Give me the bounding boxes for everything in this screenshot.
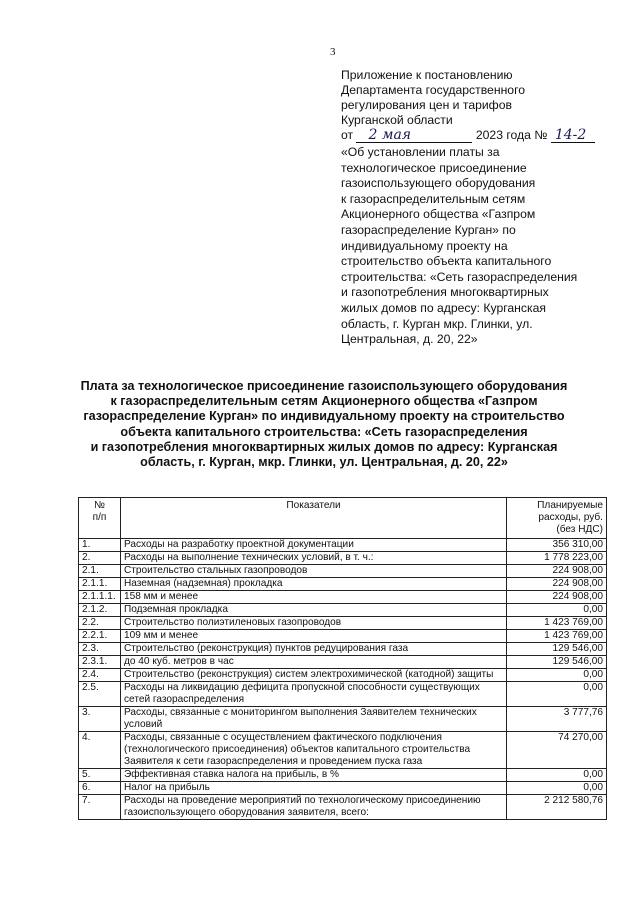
row-indicator: Строительство полиэтиленовых газопроводов: [121, 617, 507, 630]
table-row: [79, 656, 607, 669]
row-indicator: 158 мм и менее: [121, 591, 507, 604]
row-indicator: до 40 куб. метров в час: [121, 656, 507, 669]
subject-line: индивидуальному проекту на: [341, 238, 508, 253]
header-number-line: №: [94, 500, 105, 511]
row-value: 74 270,00: [507, 732, 607, 769]
date-field: [356, 128, 472, 143]
table-row: [79, 578, 607, 591]
row-value: 129 546,00: [507, 656, 607, 669]
row-indicator: Расходы на выполнение технических условий, в т. ч.:: [121, 552, 507, 565]
table-row: [79, 604, 607, 617]
year-label: 2023 года №: [475, 128, 548, 142]
row-number: 2.2.1.: [79, 630, 121, 643]
table-row: [79, 769, 607, 782]
table-row: [79, 539, 607, 552]
header-number-line: п/п: [92, 512, 107, 523]
row-number: 7.: [79, 795, 121, 820]
row-number: 2.1.1.: [79, 578, 121, 591]
table-row: [79, 782, 607, 795]
row-indicator: Расходы, связанные с осуществлением фактического подключения (технологического присоединения) объектов капитального строительства Заявителя к сети газораспределения и проведением пуска газа: [121, 732, 507, 769]
row-value: 356 310,00: [507, 539, 607, 552]
row-number: 5.: [79, 769, 121, 782]
title-line: Плата за технологическое присоединение газоиспользующего оборудования: [80, 379, 568, 393]
subject-line: жилых домов по адресу: Курганская: [341, 300, 546, 315]
row-value: 224 908,00: [507, 565, 607, 578]
subject-line: к газораспределительным сетям: [341, 191, 526, 206]
subject-line: и газопотребления многоквартирных: [341, 285, 549, 300]
row-number: 3.: [79, 707, 121, 732]
row-number: 2.3.1.: [79, 656, 121, 669]
title-line: область, г. Курган, мкр. Глинки, ул. Центральная, д. 20, 22»: [140, 455, 508, 470]
subject-line: «Об установлении платы за: [341, 145, 500, 159]
row-value: 1 423 769,00: [507, 630, 607, 643]
fee-table: [78, 497, 607, 820]
table-row: [79, 630, 607, 643]
title-line: к газораспределительным сетям Акционерного общества «Газпром: [110, 394, 538, 409]
row-number: 2.2.: [79, 617, 121, 630]
date-prefix: от: [341, 128, 354, 142]
page-number: 3: [330, 46, 336, 58]
title-line: и газопотребления многоквартирных жилых домов по адресу: Курганская: [90, 439, 558, 454]
header-planned-costs: [507, 498, 607, 539]
table-body: [79, 539, 607, 820]
row-value: 1 423 769,00: [507, 617, 607, 630]
row-indicator: 109 мм и менее: [121, 630, 507, 643]
row-indicator: Строительство стальных газопроводов: [121, 565, 507, 578]
table-row: [79, 643, 607, 656]
row-number: 4.: [79, 732, 121, 769]
table-row: [79, 617, 607, 630]
row-value: 1 778 223,00: [507, 552, 607, 565]
subject-line: газоиспользующего оборудования: [341, 176, 536, 191]
row-value: 0,00: [507, 782, 607, 795]
appendix-date-line: [341, 128, 611, 143]
row-value: 224 908,00: [507, 591, 607, 604]
header-number: [79, 498, 121, 539]
row-indicator: Расходы на проведение мероприятий по технологическому присоединению газоиспользующего оборудования заявителя, всего:: [121, 795, 507, 820]
appendix-line: Приложение к постановлению: [341, 68, 513, 82]
subject-line: Центральная, д. 20, 22»: [341, 332, 478, 347]
row-indicator: Строительство (реконструкция) пунктов редуцирования газа: [121, 643, 507, 656]
row-number: 2.3.: [79, 643, 121, 656]
row-number: 1.: [79, 539, 121, 552]
row-value: 3 777,76: [507, 707, 607, 732]
appendix-line: регулирования цен и тарифов: [341, 98, 512, 112]
row-indicator: Строительство (реконструкция) систем электрохимической (катодной) защиты: [121, 669, 507, 682]
appendix-line: Департамента государственного: [341, 83, 526, 97]
header-cost-line: Планируемые: [537, 500, 603, 511]
row-indicator: Наземная (надземная) прокладка: [121, 578, 507, 591]
row-indicator: Налог на прибыль: [121, 782, 507, 795]
subject-line: газораспределение Курган» по: [341, 222, 516, 237]
row-number: 2.5.: [79, 682, 121, 707]
row-number: 2.1.: [79, 565, 121, 578]
table-row: [79, 732, 607, 769]
row-number: 2.4.: [79, 669, 121, 682]
number-field: [551, 128, 595, 143]
table-row: [79, 552, 607, 565]
subject-line: область, г. Курган мкр. Глинки, ул.: [341, 316, 533, 331]
header-cost-line: (без НДС): [556, 524, 603, 535]
appendix-header: [341, 68, 611, 143]
subject-line: Акционерного общества «Газпром: [341, 207, 536, 222]
row-indicator: Расходы, связанные с мониторингом выполнения Заявителем технических условий: [121, 707, 507, 732]
table-row: [79, 591, 607, 604]
subject-line: строительства: «Сеть газораспределения: [341, 269, 578, 284]
row-number: 6.: [79, 782, 121, 795]
row-value: 129 546,00: [507, 643, 607, 656]
row-value: 0,00: [507, 669, 607, 682]
row-number: 2.1.1.1.: [79, 591, 121, 604]
title-line: газораспределение Курган» по индивидуальному проекту на строительство: [83, 409, 565, 424]
handwritten-date: 2 мая: [368, 127, 412, 143]
appendix-line: Курганской области: [341, 113, 453, 127]
handwritten-number: 14-2: [554, 127, 587, 143]
subject-line: строительство объекта капитального: [341, 254, 552, 269]
row-number: 2.1.2.: [79, 604, 121, 617]
row-value: 0,00: [507, 604, 607, 617]
title-line: объекта капитального строительства: «Сеть газораспределения: [120, 424, 528, 439]
row-value: 224 908,00: [507, 578, 607, 591]
row-indicator: Расходы на ликвидацию дефицита пропускной способности существующих сетей газораспределения: [121, 682, 507, 707]
row-value: 0,00: [507, 769, 607, 782]
row-indicator: Подземная прокладка: [121, 604, 507, 617]
row-number: 2.: [79, 552, 121, 565]
resolution-subject: [341, 145, 606, 348]
table-row: [79, 795, 607, 820]
table-header-row: [79, 498, 607, 539]
header-indicators: Показатели: [121, 498, 507, 539]
row-indicator: Расходы на разработку проектной документации: [121, 539, 507, 552]
table-row: [79, 707, 607, 732]
table-row: [79, 669, 607, 682]
row-value: 2 212 580,76: [507, 795, 607, 820]
header-cost-line: расходы, руб.: [538, 512, 603, 523]
table-row: [79, 682, 607, 707]
document-title: [60, 379, 588, 470]
row-value: 0,00: [507, 682, 607, 707]
table-row: [79, 565, 607, 578]
subject-line: технологическое присоединение: [341, 160, 527, 175]
row-indicator: Эффективная ставка налога на прибыль, в %: [121, 769, 507, 782]
